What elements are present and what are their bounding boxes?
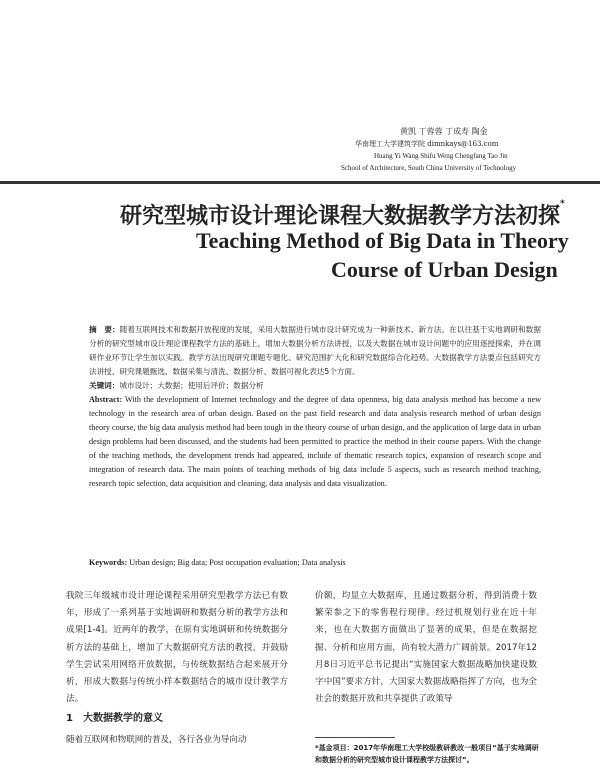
section-text: 随着互联网和物联网的普及，各行各业为导向动	[66, 735, 247, 745]
footnote: *基金项目：2017年华南理工大学校级教研教改一般项目“基于实地调研和数据分析的研究型城市设计课程教学方法探讨”。	[315, 744, 539, 764]
keywords-cn-label: 关键词：	[89, 381, 120, 390]
keywords-en	[89, 558, 541, 567]
abstract-cn-text: 随着互联网技术和数据开放程度的发展，采用大数据进行城市设计研究成为一种新技术、新方法。在以往基于实地调研和数据分析的研究型城市设计理论课程教学方法的基础上，增加大数据分析方法讲授，以及大数据在城市设计问题中的应用逐授探索，并在调研作业环节让学生加以实践。教学方法出现研究课题专题化、研究范围扩大化和研究数据综合化趋势。大数据教学方法要点包括研究方法讲授、研究课题甄选、数据采集与清洗、数据分析、数据可视化表达5个方面。	[89, 325, 542, 376]
title-footnote-mark: *	[560, 199, 565, 209]
section-heading: 1 大数据教学的意义	[66, 713, 163, 724]
title-en-line2: Course of Urban Design	[331, 257, 558, 282]
abstract-en-label: Abstract:	[89, 395, 123, 404]
abstract-cn-label: 摘 要：	[89, 325, 120, 334]
authors-cn: 黄凯 丁蓉蓉 丁成寿 陶金	[400, 127, 488, 136]
abstract-en	[89, 393, 541, 491]
body-left-column: 我院三年级城市设计理论课程采用研究型教学方法已有数年，形成了一系列基于实地调研和数据分析的教学方法和成果[1-4]。近两年的教学，在原有实地调研和传统数据分析方法的基础上，增加了大数据研究方法的教授，并鼓励学生尝试采用网络开放数据，与传统数据结合起来展开分析，形成大数据与传统小样本数据结合的城市设计教学方法。	[66, 591, 288, 705]
title-cn	[120, 199, 565, 230]
keywords-en-text: Urban design; Big data; Post occupation evaluation; Data analysis	[127, 558, 346, 567]
abstract-cn	[89, 323, 541, 393]
keywords-cn: 城市设计；大数据；使用后评价；数据分析	[119, 381, 264, 390]
footnote-rule	[315, 737, 395, 738]
title-en-line1: Teaching Method of Big Data in Theory	[196, 228, 569, 253]
affiliation-en: School of Architecture, South China University of Technology	[341, 164, 517, 172]
header-rule	[0, 181, 600, 184]
authors-en: Huang Yi Wang Shifu Weng Chengfang Tao Jin	[374, 152, 508, 160]
abstract-en-text: With the development of Internet technology and the degree of data openness, big data analysis method has become a new technology in the research area of urban design. Based on the past field research and data analysis research method of urban design theory course, the big data analysis method had been tough in the theory course of urban design, and the application of large data in urban design problems had been discussed, and the students had been permitted to practice the method in their course papers. With the change of the teaching methods, the development trends had appeared, include of thematic research topics, expansion of research scope and integration of research data. The main points of teaching methods of big data include 5 aspects, such as research method teaching, research topic selection, data acquisition and cleaning, data analysis and data visualization.	[89, 395, 541, 488]
keywords-en-label: Keywords:	[89, 558, 128, 567]
body-right-column: 价额，均显立大数据库，且通过数据分析，得到消费十数繁荣参之下的零售程行现律。经过机规划行业在近十年来，也在大数据方面做出了显著的成果，但是在数据挖掘、分析和应用方面，尚有较大潜力广阔前景。2017年12月8日习近平总书记提出“实施国家大数据战略加快建设数字中国”要求方针，大国家大数据战略指挥了方向，也为全社会的数据开放和共享提供了政策导	[315, 591, 537, 705]
title-cn-text: 研究型城市设计理论课程大数据教学方法初探	[120, 204, 561, 229]
author-email: 华南理工大学建筑学院 dimnkays@163.com	[355, 140, 499, 148]
